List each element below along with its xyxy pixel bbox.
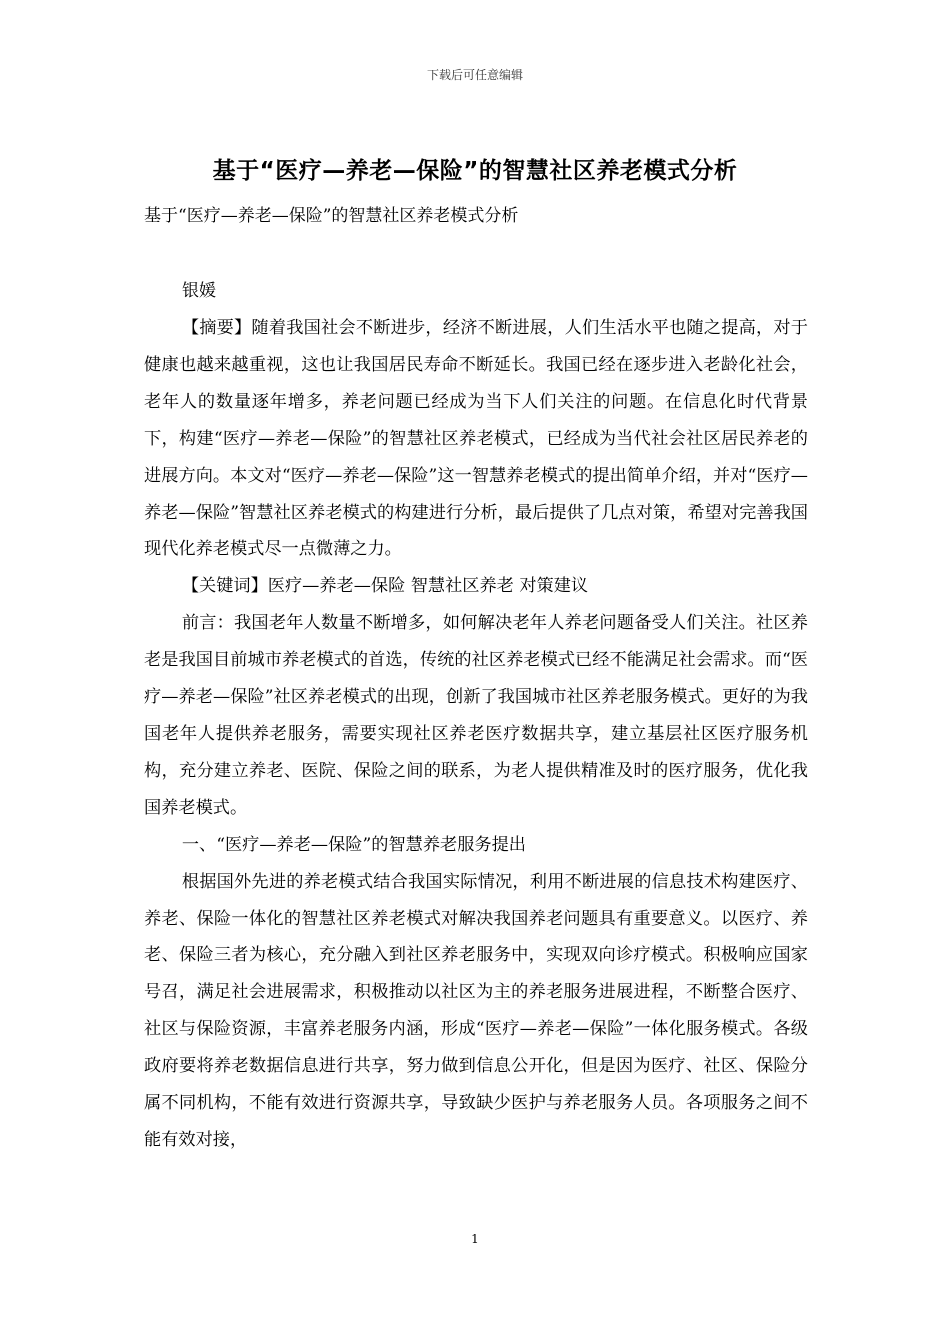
section-heading: 一、“医疗—养老—保险”的智慧养老服务提出 (181, 834, 526, 855)
keywords-paragraph: 【关键词】医疗—养老—保险 智慧社区养老 对策建议 (181, 576, 589, 597)
author-name: 银媛 (182, 281, 216, 301)
page-number: 1 (471, 1232, 479, 1246)
abstract-paragraph: 【摘要】随着我国社会不断进步，经济不断进展，人们生活水平也随之提高，对于健康也越来越重视，这也让我国居民寿命不断延长。我国已经在逐步进入老龄化社会，老年人的数量逐年增多，养老问题已经成为当下人们关注的问题。在信息化时代背景下，构建“医疗—养老—保险”的智慧社区养老模式，已经成为当代社会社区居民养老的进展方向。本文对“医疗—养老—保险”这一智慧养老模式的提出简单介绍，并对“医疗—养老—保险”智慧社区养老模式的构建进行分析，最后提供了几点对策，希望对完善我国现代化养老模式尽一点微薄之力。 (144, 318, 808, 560)
document-body (144, 310, 808, 1159)
header-note: 下载后可任意编辑 (426, 68, 523, 82)
document-title: 基于“医疗—养老—保险”的智慧社区养老模式分析 (212, 158, 738, 184)
section-paragraph: 根据国外先进的养老模式结合我国实际情况，利用不断进展的信息技术构建医疗、养老、保险一体化的智慧社区养老模式对解决我国养老问题具有重要意义。以医疗、养老、保险三者为核心，充分融入到社区养老服务中，实现双向诊疗模式。积极响应国家号召，满足社会进展需求，积极推动以社区为主的养老服务进展进程，不断整合医疗、社区与保险资源，丰富养老服务内涵，形成“医疗—养老—保险”一体化服务模式。各级政府要将养老数据信息进行共享，努力做到信息公开化，但是因为医疗、社区、保险分属不同机构，不能有效进行资源共享，导致缺少医护与养老服务人员。各项服务之间不能有效对接， (144, 871, 808, 1150)
preface-paragraph: 前言：我国老年人数量不断增多，如何解决老年人养老问题备受人们关注。社区养老是我国目前城市养老模式的首选，传统的社区养老模式已经不能满足社会需求。而“医疗—养老—保险”社区养老模式的出现，创新了我国城市社区养老服务模式。更好的为我国老年人提供养老服务，需要实现社区养老医疗数据共享，建立基层社区医疗服务机构，充分建立养老、医院、保险之间的联系，为老人提供精准及时的医疗服务，优化我国养老模式。 (144, 613, 808, 818)
document-subtitle: 基于“医疗—养老—保险”的智慧社区养老模式分析 (144, 206, 519, 226)
